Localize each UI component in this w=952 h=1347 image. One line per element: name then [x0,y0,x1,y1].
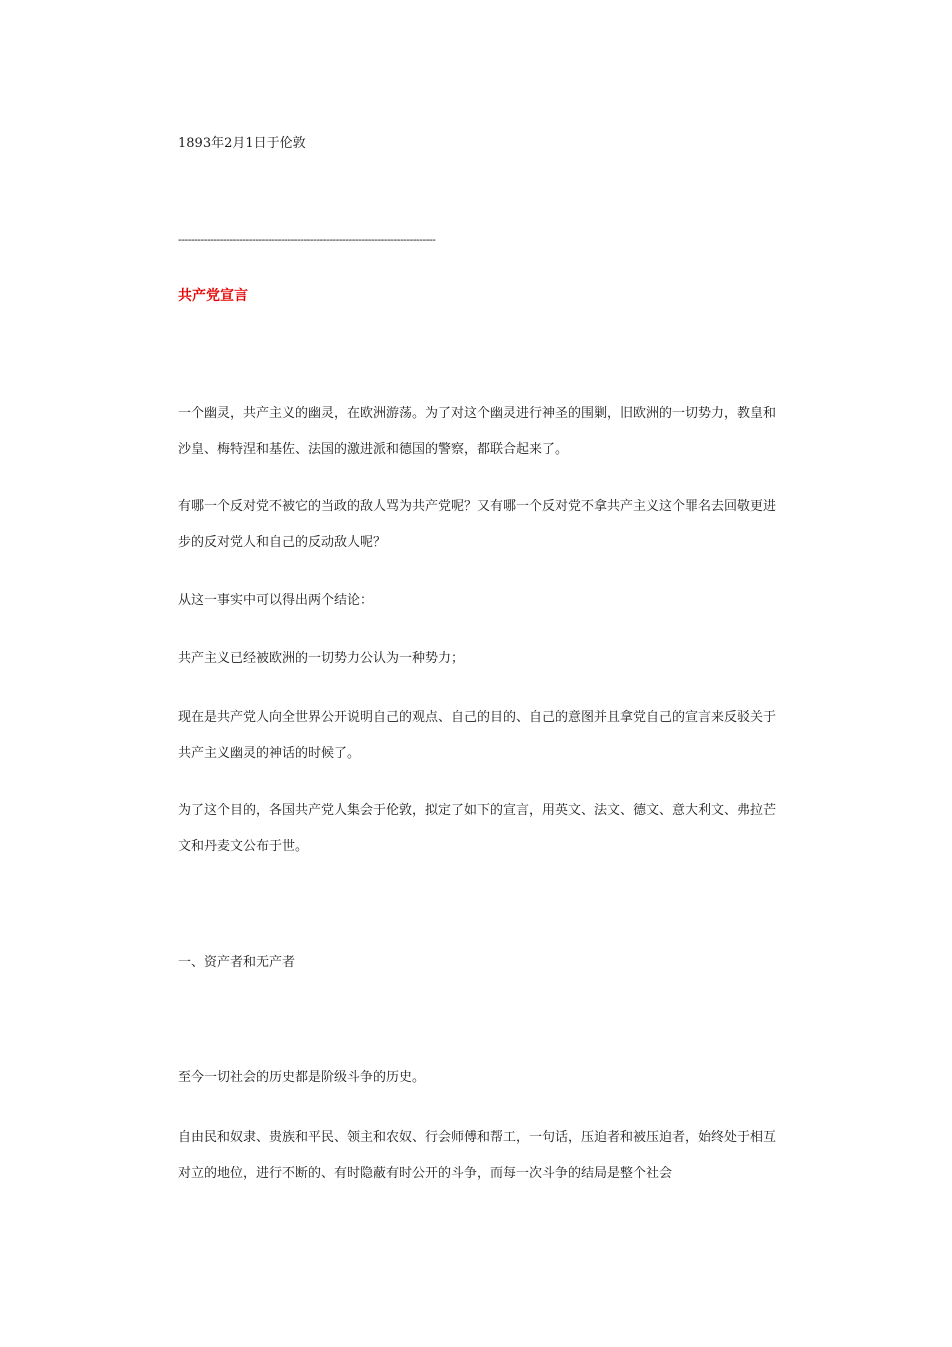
paragraph-8: 自由民和奴隶、贵族和平民、领主和农奴、行会师傅和帮工，一句话，压迫者和被压迫者，始终处于相互对立的地位，进行不断的、有时隐蔽有时公开的斗争，而每一次斗争的结局是整个社会 [178,1130,777,1181]
paragraph-2: 有哪一个反对党不被它的当政的敌人骂为共产党呢？又有哪一个反对党不拿共产主义这个罪名去回敬更进步的反对党人和自己的反动敌人呢？ [178,499,777,550]
paragraph-1: 一个幽灵，共产主义的幽灵，在欧洲游荡。为了对这个幽灵进行神圣的围剿，旧欧洲的一切势力，教皇和沙皇、梅特涅和基佐、法国的激进派和德国的警察，都联合起来了。 [178,406,777,457]
document-title: 共产党宣言 [178,288,248,304]
separator-line: -------------------------------------------------------------------------------- [178,233,436,246]
paragraph-7: 至今一切社会的历史都是阶级斗争的历史。 [178,1070,426,1085]
paragraph-6: 为了这个目的，各国共产党人集会于伦敦，拟定了如下的宣言，用英文、法文、德文、意大利文、弗拉芒文和丹麦文公布于世。 [178,803,777,854]
date-line: 1893年2月1日于伦敦 [178,136,306,151]
paragraph-3: 从这一事实中可以得出两个结论： [178,593,374,608]
section-heading: 一、资产者和无产者 [178,955,296,970]
paragraph-5: 现在是共产党人向全世界公开说明自己的观点、自己的目的、自己的意图并且拿党自己的宣言来反驳关于共产主义幽灵的神话的时候了。 [178,710,777,761]
paragraph-4: 共产主义已经被欧洲的一切势力公认为一种势力； [178,651,465,666]
